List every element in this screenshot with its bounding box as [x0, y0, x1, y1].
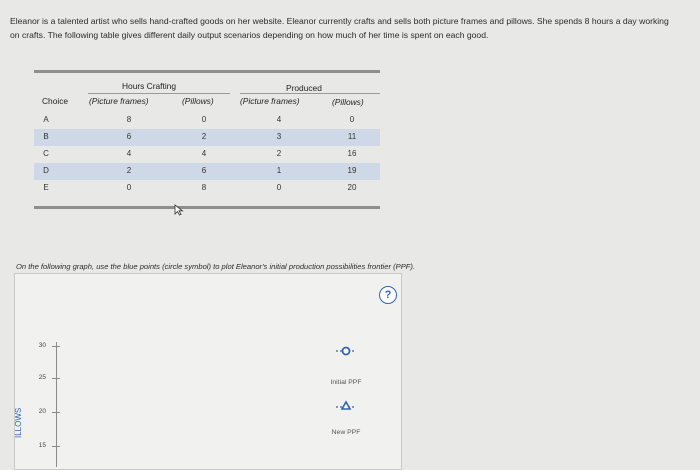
y-tick-label: 15 [38, 442, 46, 449]
triangle-point-icon [334, 400, 358, 412]
cell-choice: A [43, 115, 49, 124]
cell-frames-produced: 1 [276, 166, 282, 175]
cell-frames-produced: 0 [276, 183, 282, 192]
graph-panel[interactable] [14, 273, 402, 470]
cell-choice: B [43, 132, 49, 141]
cell-choice: E [43, 183, 49, 192]
table-top-rule [34, 70, 380, 73]
initial-ppf-label: Initial PPF [330, 379, 362, 386]
initial-ppf-tool[interactable] [316, 344, 376, 362]
problem-intro-text: Eleanor is a talented artist who sells hand-crafted goods on her website. Eleanor currently crafts and sells both picture frames and pillows. She spends 8 hours a day working on crafts. The following table gives different daily output scenarios depending on how much of her time is spent on each good. [10, 16, 669, 40]
cell-frames-produced: 2 [276, 149, 282, 158]
cell-pillows-hours: 6 [201, 166, 207, 175]
table-row [34, 163, 380, 180]
header-hours-underline [88, 93, 230, 94]
table-bottom-rule [34, 206, 380, 209]
question-mark-icon: ? [384, 289, 392, 301]
cell-choice: D [43, 166, 49, 175]
y-tick [52, 346, 60, 347]
cell-frames-produced: 3 [276, 132, 282, 141]
header-produced: Produced [286, 83, 322, 93]
cell-pillows-produced: 11 [347, 132, 357, 141]
circle-point-icon [334, 345, 358, 357]
header-produced-underline [240, 93, 380, 94]
y-axis-label: ILLOWS [14, 407, 23, 438]
cell-pillows-hours: 0 [201, 115, 207, 124]
cell-pillows-produced: 20 [347, 183, 357, 192]
y-axis [56, 342, 57, 467]
y-tick-label: 20 [38, 408, 46, 415]
header-pillows-produced: (Pillows) [332, 97, 364, 107]
y-tick [52, 446, 60, 447]
table-row [34, 146, 380, 163]
cell-frames-hours: 2 [126, 166, 132, 175]
cell-pillows-produced: 16 [347, 149, 357, 158]
header-pillows-hours: (Pillows) [182, 96, 214, 106]
cell-frames-hours: 4 [126, 149, 132, 158]
header-frames-produced: (Picture frames) [240, 96, 300, 106]
y-tick-label: 30 [38, 342, 46, 349]
cell-pillows-hours: 2 [201, 132, 207, 141]
cell-frames-hours: 0 [126, 183, 132, 192]
cell-pillows-produced: 19 [347, 166, 357, 175]
header-choice: Choice [42, 96, 69, 106]
y-tick-label: 25 [38, 374, 46, 381]
cell-frames-hours: 8 [126, 115, 132, 124]
new-ppf-label: New PPF [331, 429, 361, 436]
graph-instruction: On the following graph, use the blue points (circle symbol) to plot Eleanor's initial production possibilities frontier (PPF). [16, 262, 416, 271]
cell-pillows-hours: 4 [201, 149, 207, 158]
new-ppf-tool[interactable] [316, 399, 376, 417]
help-button[interactable] [379, 286, 397, 304]
y-tick [52, 412, 60, 413]
cell-pillows-produced: 0 [349, 115, 355, 124]
cell-frames-produced: 4 [276, 115, 282, 124]
header-frames-hours: (Picture frames) [89, 96, 149, 106]
header-hours-crafting: Hours Crafting [122, 81, 176, 91]
y-tick [52, 378, 60, 379]
cell-choice: C [43, 149, 49, 158]
table-row [34, 129, 380, 146]
cursor-icon [174, 204, 184, 219]
cell-frames-hours: 6 [126, 132, 132, 141]
table-row [34, 112, 380, 129]
table-row [34, 180, 380, 197]
cell-pillows-hours: 8 [201, 183, 207, 192]
